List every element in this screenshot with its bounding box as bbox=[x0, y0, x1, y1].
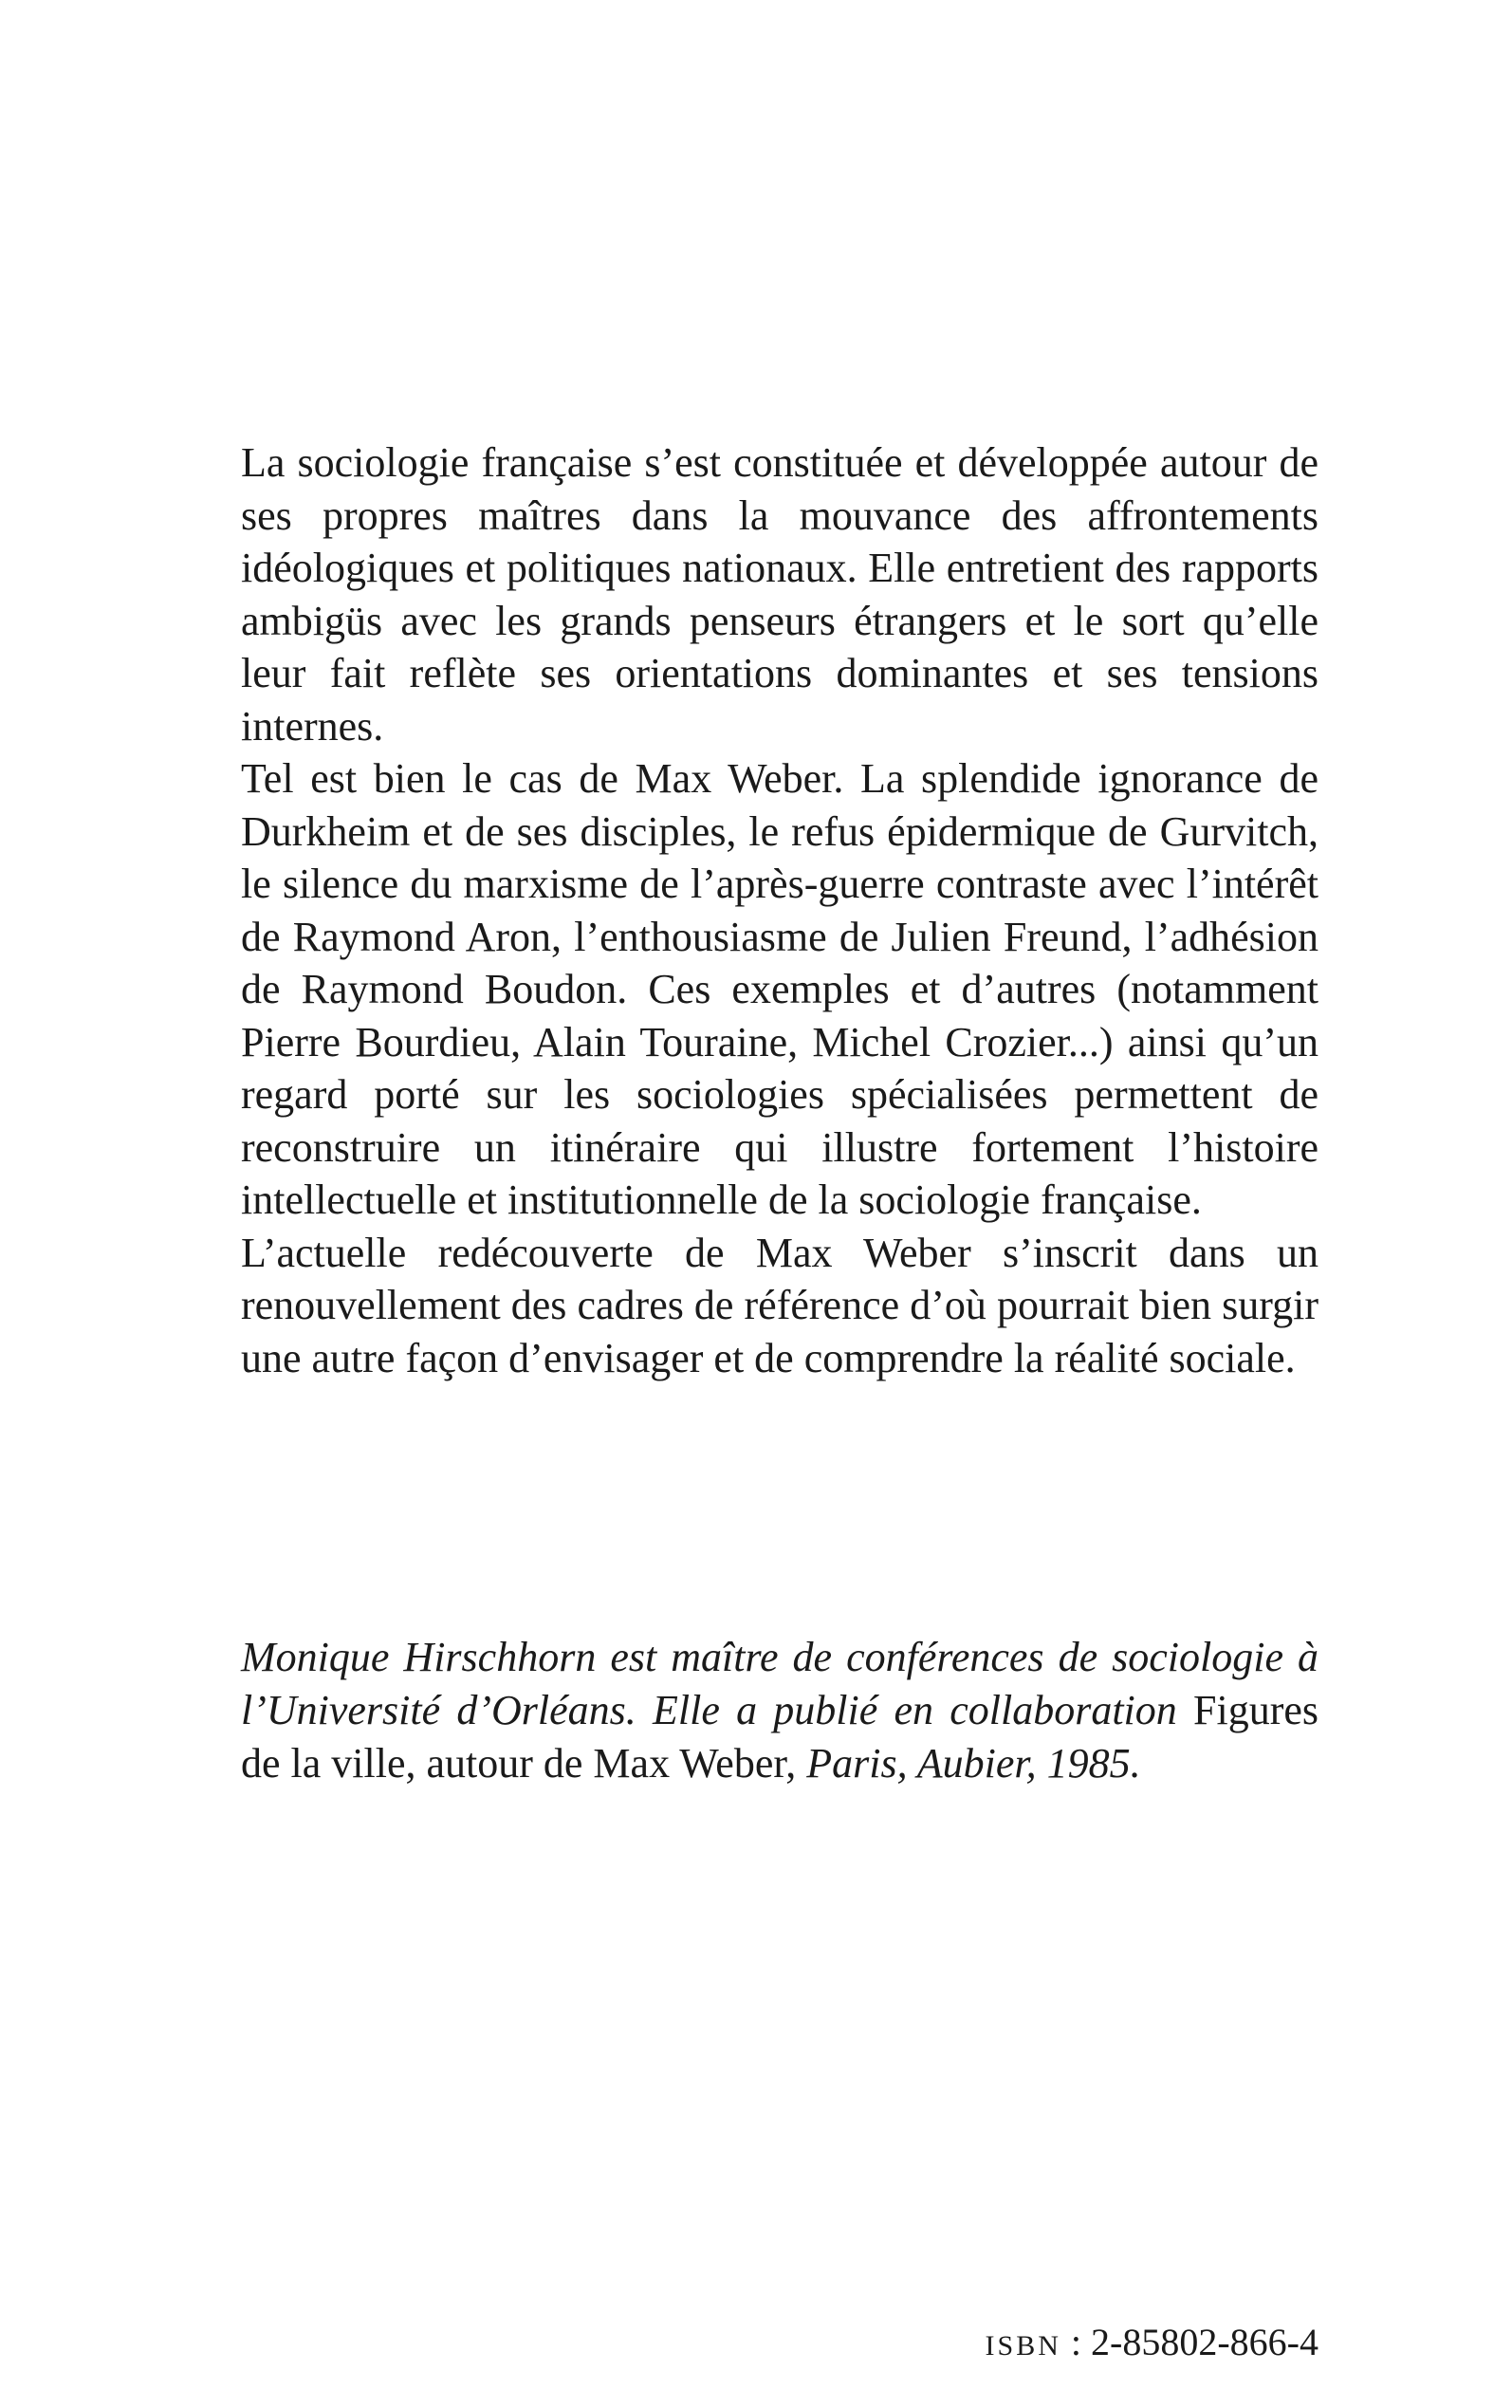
isbn-label: ISBN bbox=[985, 2330, 1061, 2362]
author-note-publisher: Paris, Aubier, 1985. bbox=[806, 1740, 1141, 1787]
blurb-paragraph-1-text: La sociologie française s’est constituée et développée autour de ses propres maîtres dans la mouvance des affrontements idéologiques et politiques nationaux. Elle entretient des rapports ambigüs avec les grands penseurs étrangers et le sort qu’elle leur fait reflète ses orientations dominantes et ses tensions internes. bbox=[241, 439, 1318, 750]
isbn-value: 2-85802-866-4 bbox=[1091, 2321, 1318, 2363]
book-blurb bbox=[241, 436, 1318, 1384]
blurb-paragraph-2 bbox=[241, 752, 1318, 1227]
isbn-line bbox=[986, 2320, 1318, 2369]
author-note-book-title: Figures de la ville, autour de Max Weber, bbox=[241, 1687, 1318, 1787]
author-note bbox=[241, 1631, 1318, 1790]
blurb-paragraph-3-text: L’actuelle redécouverte de Max Weber s’inscrit dans un renouvellement des cadres de référence d’où pourrait bien surgir une autre façon d’envisager et de comprendre la réalité sociale. bbox=[241, 1229, 1318, 1381]
blurb-paragraph-2-text: Tel est bien le cas de Max Weber. La splendide ignorance de Durkheim et de ses disciples, le refus épidermique de Gurvitch, le silence du marxisme de l’après-guerre contraste avec l’intérêt de Raymond Aron, l’enthousiasme de Julien Freund, l’adhésion de Raymond Boudon. Ces exemples et d’autres (notamment Pierre Bourdieu, Alain Touraine, Michel Crozier...) ainsi qu’un regard porté sur les sociologies spécialisées permettent de reconstruire un itinéraire qui illustre fortement l’histoire intellectuelle et institutionnelle de la sociologie française. bbox=[241, 755, 1318, 1223]
isbn-separator: : bbox=[1070, 2321, 1082, 2363]
author-note-bio: Monique Hirschhorn est maître de conférences de sociologie à l’Université d’Orléans. Elle a publié en collaboration bbox=[241, 1634, 1318, 1733]
blurb-paragraph-3 bbox=[241, 1227, 1318, 1385]
blurb-paragraph-1 bbox=[241, 436, 1318, 752]
